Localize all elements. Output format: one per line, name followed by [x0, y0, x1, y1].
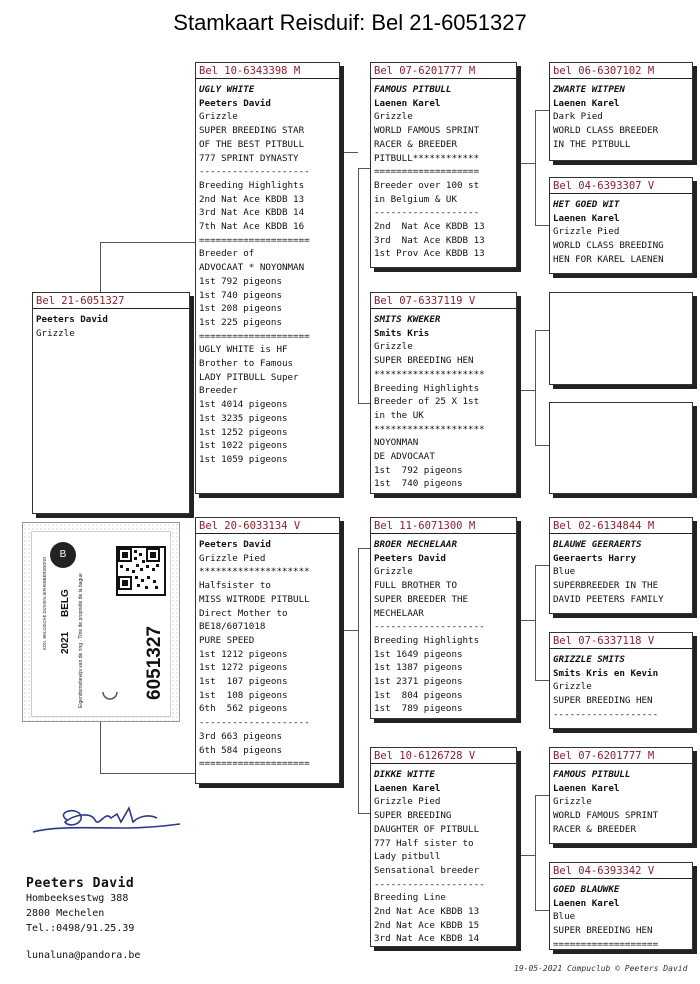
connector: [535, 680, 549, 681]
sss-card: [549, 62, 693, 161]
connector: [535, 110, 536, 225]
info-line: 2nd Nat Ace KBDB 13: [199, 193, 305, 205]
info-line: 2nd Nat Ace KBDB 15: [374, 919, 480, 931]
info-line: --------------------: [374, 878, 485, 890]
sire-sire-card: [370, 62, 517, 268]
ring-number: Bel 04-6393307 V: [550, 180, 692, 194]
info-line: SUPER BREEDING HEN: [553, 925, 653, 937]
info-line: Dark Pied: [553, 111, 603, 123]
info-line: ====================: [199, 234, 310, 246]
info-line: 1st 792 pigeons: [374, 464, 463, 476]
dam-dam-card: [370, 747, 517, 947]
info-line: 1st 789 pigeons: [374, 703, 463, 715]
info-line: 1st 1252 pigeons: [199, 426, 288, 438]
pigeon-name: HET GOED WIT: [553, 199, 620, 210]
info-line: UGLY WHITE is HF: [199, 344, 288, 356]
ring-number: Bel 07-6337118 V: [550, 635, 692, 649]
info-line: Grizzle: [36, 327, 75, 339]
pigeon-name: BLAUWE GEERAERTS: [553, 539, 642, 550]
info-line: 3rd Nat Ace KBDB 14: [199, 207, 305, 219]
info-line: 1st 1272 pigeons: [199, 662, 288, 674]
info-line: 3rd Nat Ace KBDB 13: [374, 234, 485, 246]
ddd-card: [549, 862, 693, 950]
breeder-name: Laenen Karel: [553, 97, 620, 109]
info-line: 7th Nat Ace KBDB 16: [199, 221, 305, 233]
breeder-name: Laenen Karel: [553, 782, 620, 794]
info-line: Breeder: [199, 385, 238, 397]
breeder-name: Peeters David: [36, 314, 108, 325]
info-line: WORLD FAMOUS SPRINT: [553, 810, 659, 822]
pigeon-name: FAMOUS PITBULL: [374, 84, 452, 95]
connector: [338, 152, 358, 153]
info-line: 1st 804 pigeons: [374, 689, 463, 701]
breeder-name: Smits Kris en Kevin: [553, 667, 659, 679]
info-line: 1st 1387 pigeons: [374, 662, 463, 674]
info-line: Brother to Famous: [199, 358, 294, 370]
info-line: 777 SPRINT DYNASTY: [199, 152, 299, 164]
info-line: 1st 792 pigeons: [199, 275, 282, 287]
ring-number: Bel 20-6033134 V: [196, 520, 339, 534]
breeder-name: Peeters David: [199, 97, 271, 109]
owner-block: [26, 876, 196, 936]
ring-number: Bel 02-6134844 M: [550, 520, 692, 534]
ring-number: Bel 10-6126728 V: [371, 750, 516, 764]
owner-phone: Tel.:0498/91.25.39: [26, 923, 135, 934]
info-line: in the UK: [374, 409, 424, 421]
connector: [520, 620, 535, 621]
info-line: 6th 584 pigeons: [199, 744, 282, 756]
ownership-proof-text: Eigendomsbewijs van de ring · Titre de propriété de la bague: [78, 573, 84, 708]
connector: [358, 403, 370, 404]
ring-year: 2021: [60, 631, 71, 654]
breeder-name: Peeters David: [374, 552, 446, 564]
info-line: ADVOCAAT * NOYONMAN: [199, 262, 305, 274]
info-line: PITBULL************: [374, 152, 480, 164]
ssd-card: [549, 177, 693, 274]
info-line: 1st 208 pigeons: [199, 303, 282, 315]
info-line: Breeding Highlights: [374, 634, 480, 646]
pigeon-name: ZWARTE WITPEN: [553, 84, 625, 95]
info-line: ====================: [199, 330, 310, 342]
info-line: Direct Mother to: [199, 607, 288, 619]
info-line: Breeding Line: [374, 892, 446, 904]
subject-card: [32, 292, 190, 514]
info-line: ====================: [199, 758, 310, 770]
ring-number: Bel 04-6393342 V: [550, 865, 692, 879]
info-line: -------------------: [374, 207, 480, 219]
info-line: 1st 107 pigeons: [199, 676, 288, 688]
info-line: --------------------: [374, 621, 485, 633]
info-line: BE18/6071018: [199, 621, 266, 633]
breeder-name: Geeraerts Harry: [553, 552, 636, 564]
info-line: HEN FOR KAREL LAENEN: [553, 253, 664, 265]
info-line: PURE SPEED: [199, 634, 255, 646]
page-title: Stamkaart Reisduif: Bel 21-6051327: [173, 10, 527, 35]
connector: [358, 168, 359, 403]
info-line: Breeder over 100 st: [374, 179, 480, 191]
connector: [535, 910, 549, 911]
info-line: IN THE PITBULL: [553, 138, 631, 150]
info-line: 1st 108 pigeons: [199, 689, 288, 701]
info-line: 1st 2371 pigeons: [374, 676, 463, 688]
info-line: WORLD CLASS BREEDING: [553, 240, 664, 252]
owner-email: lunaluna@pandora.be: [26, 950, 141, 961]
breeder-name: Laenen Karel: [553, 897, 620, 909]
pigeon-name: UGLY WHITE: [199, 84, 255, 95]
connector: [535, 795, 536, 910]
connector: [100, 773, 195, 774]
sire-card: [195, 62, 340, 494]
connector: [100, 722, 101, 773]
info-line: 1st 740 pigeons: [199, 289, 282, 301]
info-line: 6th 562 pigeons: [199, 703, 288, 715]
owner-street: Hombeeksestwg 388: [26, 893, 129, 904]
info-line: FULL BROTHER TO: [374, 580, 457, 592]
info-line: 1st 740 pigeons: [374, 478, 463, 490]
info-line: Sensational breeder: [374, 864, 480, 876]
ring-number: Bel 10-6343398 M: [196, 65, 339, 79]
org-text: KON. BELGISCHE DUIVENLIEFHEBBERSBOND: [42, 556, 47, 650]
connector: [520, 855, 535, 856]
info-line: 1st 3235 pigeons: [199, 412, 288, 424]
ring-number: Bel 07-6337119 V: [371, 295, 516, 309]
info-line: ********************: [374, 368, 485, 380]
sire-dam-card: [370, 292, 517, 494]
info-line: in Belgium & UK: [374, 193, 457, 205]
info-line: Grizzle: [374, 111, 413, 123]
ring-country: BELG: [60, 589, 71, 617]
breeder-name: Smits Kris: [374, 327, 430, 339]
connector: [535, 225, 549, 226]
info-line: 2nd Nat Ace KBDB 13: [374, 221, 485, 233]
signature-icon: [25, 798, 185, 848]
breeder-name: Laenen Karel: [374, 97, 441, 109]
info-line: Breeding Highlights: [374, 382, 480, 394]
info-line: --------------------: [199, 166, 310, 178]
connector: [535, 330, 549, 331]
info-line: --------------------: [199, 717, 310, 729]
sds-card-empty: [549, 292, 693, 385]
connector: [100, 242, 195, 243]
info-line: 3rd 663 pigeons: [199, 730, 282, 742]
ring-number: Bel 21-6051327: [33, 295, 189, 309]
connector: [100, 242, 101, 292]
info-line: Breeder of 25 X 1st: [374, 396, 480, 408]
connector: [535, 330, 536, 445]
info-line: SUPER BREEDING STAR: [199, 125, 305, 137]
info-line: ********************: [199, 566, 310, 578]
info-line: Grizzle: [553, 796, 592, 808]
info-line: 1st 1649 pigeons: [374, 648, 463, 660]
info-line: SUPER BREEDING HEN: [553, 695, 653, 707]
info-line: Grizzle: [374, 566, 413, 578]
ring-number: Bel 07-6201777 M: [371, 65, 516, 79]
connector: [358, 548, 370, 549]
info-line: 1st 225 pigeons: [199, 316, 282, 328]
sdd-card-empty: [549, 402, 693, 494]
info-line: SUPERBREEDER IN THE: [553, 580, 659, 592]
ring-certificate-inner: [31, 531, 171, 717]
pigeon-name: FAMOUS PITBULL: [553, 769, 631, 780]
pigeon-name: BROER MECHELAAR: [374, 539, 457, 550]
connector: [338, 630, 358, 631]
connector: [358, 168, 370, 169]
breeder-name: Peeters David: [199, 539, 271, 550]
kbdb-logo-icon: B: [50, 542, 76, 568]
info-line: 1st 4014 pigeons: [199, 399, 288, 411]
connector: [535, 445, 549, 446]
info-line: Breeder of: [199, 248, 255, 260]
pigeon-name: GOED BLAUWKE: [553, 884, 620, 895]
dam-card: [195, 517, 340, 784]
info-line: Blue: [553, 911, 576, 923]
info-line: SUPER BREEDING HEN: [374, 355, 474, 367]
connector: [535, 565, 549, 566]
dss-card: [549, 517, 693, 614]
connector: [535, 110, 549, 111]
info-line: Grizzle: [553, 681, 592, 693]
info-line: RACER & BREEDER: [374, 138, 457, 150]
footer-text: 19-05-2021 Compuclub © Peeters David: [514, 964, 688, 973]
info-line: Grizzle Pied: [374, 796, 441, 808]
info-line: 1st Prov Ace KBDB 13: [374, 248, 485, 260]
info-line: DAVID PEETERS FAMILY: [553, 593, 664, 605]
info-line: 777 Half sister to: [374, 837, 474, 849]
info-line: MISS WITRODE PITBULL: [199, 593, 310, 605]
info-line: WORLD FAMOUS SPRINT: [374, 125, 480, 137]
info-line: Grizzle: [199, 111, 238, 123]
info-line: Lady pitbull: [374, 851, 441, 863]
info-line: OF THE BEST PITBULL: [199, 138, 305, 150]
info-line: ===================: [553, 938, 659, 950]
info-line: 2nd Nat Ace KBDB 13: [374, 906, 480, 918]
pigeon-name: GRIZZLE SMITS: [553, 654, 625, 665]
info-line: WORLD CLASS BREEDER: [553, 125, 659, 137]
connector: [520, 390, 535, 391]
info-line: LADY PITBULL Super: [199, 371, 299, 383]
info-line: MECHELAAR: [374, 607, 424, 619]
info-line: ===================: [374, 166, 480, 178]
info-line: DE ADVOCAAT: [374, 451, 435, 463]
connector: [535, 795, 549, 796]
pigeon-name: SMITS KWEKER: [374, 314, 441, 325]
info-line: Grizzle: [374, 341, 413, 353]
ring-certificate: [22, 522, 180, 722]
pigeon-name: DIKKE WITTE: [374, 769, 435, 780]
dds-card: [549, 747, 693, 844]
connector: [535, 565, 536, 680]
breeder-name: Laenen Karel: [374, 782, 441, 794]
info-line: 3rd Nat Ace KBDB 14: [374, 933, 480, 945]
breeder-name: Laenen Karel: [553, 212, 620, 224]
ring-number: bel 06-6307102 M: [550, 65, 692, 79]
info-line: Blue: [553, 566, 576, 578]
info-line: -------------------: [553, 708, 659, 720]
owner-city: 2800 Mechelen: [26, 908, 105, 919]
info-line: SUPER BREEDER THE: [374, 593, 469, 605]
info-line: 1st 1022 pigeons: [199, 440, 288, 452]
info-line: 1st 1212 pigeons: [199, 648, 288, 660]
ring-number: Bel 07-6201777 M: [550, 750, 692, 764]
qr-code-icon: [116, 546, 166, 596]
qr-code-graphic: [118, 548, 160, 590]
ring-number: Bel 11-6071300 M: [371, 520, 516, 534]
info-line: DAUGHTER OF PITBULL: [374, 823, 480, 835]
dsd-card: [549, 632, 693, 729]
info-line: Grizzle Pied: [199, 552, 266, 564]
info-line: Grizzle Pied: [553, 226, 620, 238]
info-line: NOYONMAN: [374, 437, 419, 449]
info-line: SUPER BREEDING: [374, 810, 452, 822]
info-line: Halfsister to: [199, 580, 271, 592]
info-line: RACER & BREEDER: [553, 823, 636, 835]
dam-sire-card: [370, 517, 517, 719]
connector: [358, 548, 359, 813]
ring-number: 6051327: [144, 626, 165, 700]
ring-hole-icon: [100, 682, 120, 702]
info-line: Breeding Highlights: [199, 179, 305, 191]
connector: [520, 163, 535, 164]
owner-name: Peeters David: [26, 876, 135, 891]
connector: [358, 813, 370, 814]
info-line: ********************: [374, 423, 485, 435]
info-line: 1st 1059 pigeons: [199, 453, 288, 465]
